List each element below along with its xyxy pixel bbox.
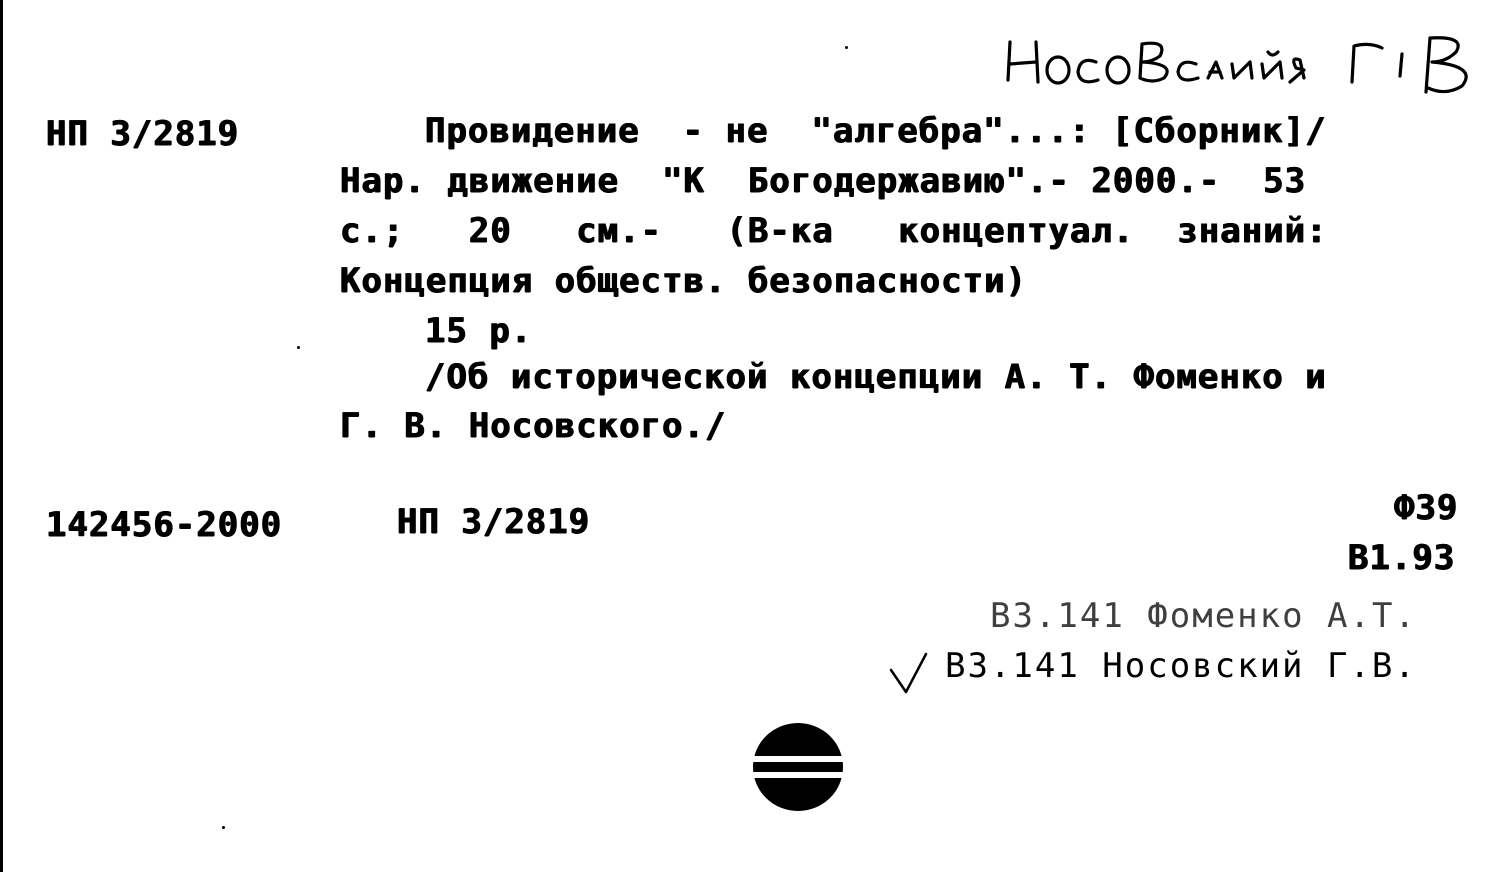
description-line-2: Нар. движение "К Богодержавию".- 2000.- 53	[340, 161, 1307, 201]
dust-speck	[845, 46, 848, 49]
annotation-line-2: Г. В. Носовского./	[340, 406, 727, 446]
description-line-1: Провидение - не "алгебра"...: [Сборник]/	[425, 111, 1327, 151]
check-mark-icon	[888, 650, 930, 696]
card-left-edge	[0, 0, 3, 872]
dust-speck	[297, 346, 300, 349]
handwritten-note	[1000, 30, 1480, 100]
description-line-4: Концепция обществ. безопасности)	[340, 261, 1028, 301]
subject-entry-1: В3.141 Фоменко А.Т.	[990, 596, 1417, 636]
classification-code-1: Ф39	[1394, 488, 1459, 528]
call-number: НП 3/2819	[46, 114, 240, 154]
card-punch-hole-icon	[752, 722, 844, 812]
registration-number: 142456-2000	[46, 505, 283, 545]
annotation-line-1: /Об исторической концепции А. Т. Фоменко и	[425, 357, 1327, 397]
price: 15 р.	[425, 311, 533, 351]
classification-code-2: В1.93	[1348, 538, 1456, 578]
dust-speck	[222, 826, 225, 829]
description-line-3: с.; 20 см.- (В-ка концептуал. знаний:	[340, 211, 1328, 251]
call-number-footer: НП 3/2819	[397, 502, 591, 542]
subject-entry-2: В3.141 Носовский Г.В.	[945, 646, 1417, 686]
